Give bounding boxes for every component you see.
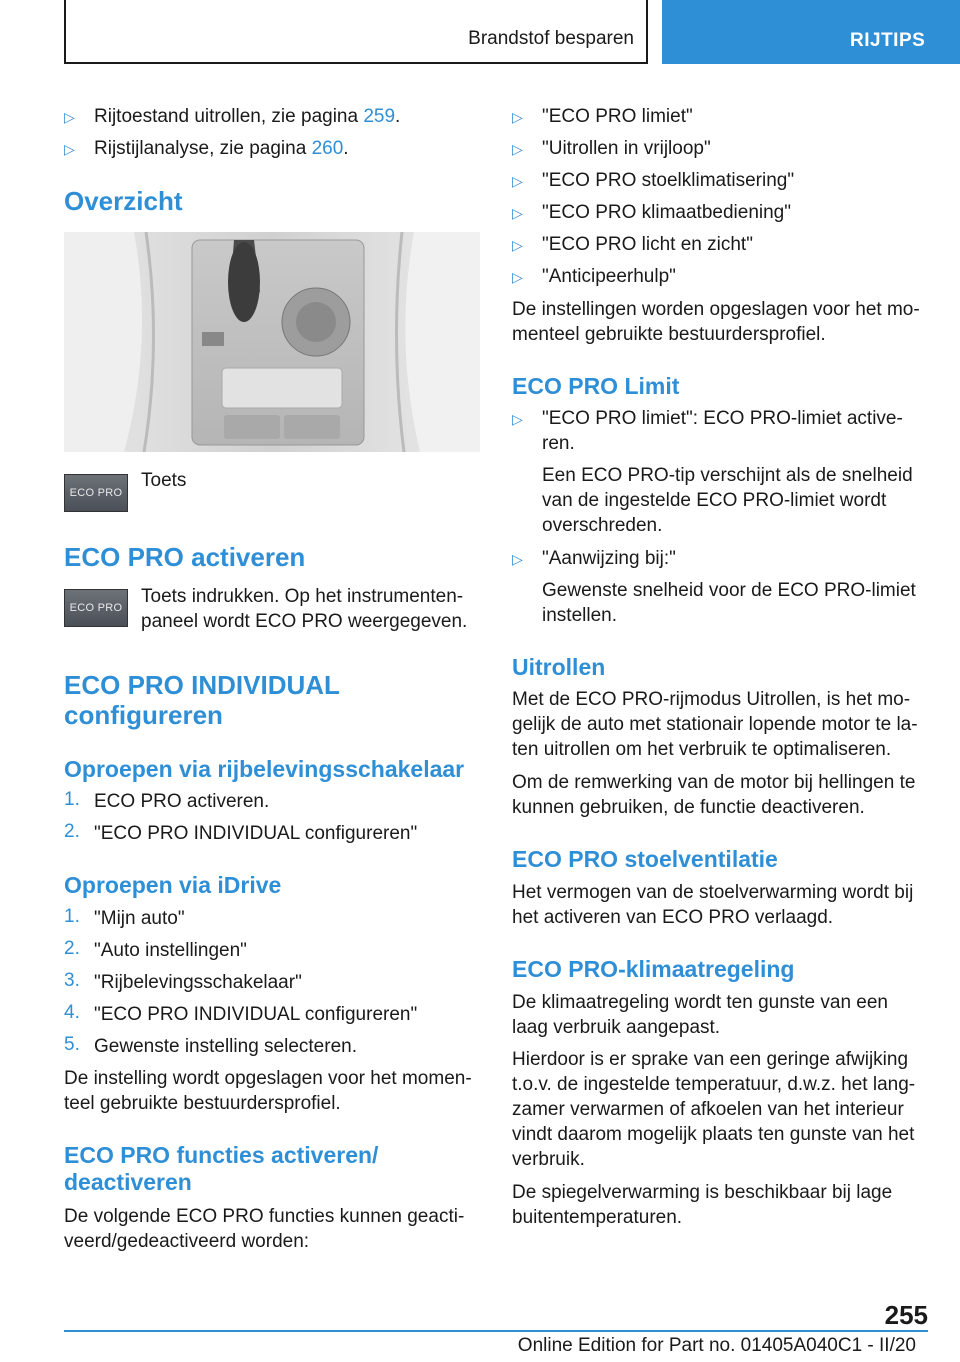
paragraph: het activeren van ECO PRO verlaagd. <box>512 907 834 928</box>
page-number: 255 <box>884 1300 928 1330</box>
triangle-bullet-icon: ▷ <box>64 141 75 157</box>
heading-functies-2: deactiveren <box>64 1169 192 1195</box>
paragraph: Met de ECO PRO-rijmodus Uitrollen, is het mo- <box>512 689 911 710</box>
footer-edition: Online Edition for Part no. 01405A040C1 - II/20 <box>517 1335 916 1356</box>
paragraph: De instelling wordt opgeslagen voor het momen- <box>64 1068 472 1089</box>
paragraph: laag verbruik aangepast. <box>512 1017 721 1038</box>
step-number: 2. <box>64 821 80 842</box>
paragraph: Hierdoor is er sprake van een geringe afwijking <box>512 1049 909 1070</box>
eco-pro-button-icon: ECO PRO <box>64 474 128 512</box>
paragraph: t.o.v. de ingestelde temperatuur, d.w.z. het lang- <box>512 1074 916 1095</box>
paragraph: teel gebruikte bestuurdersprofiel. <box>64 1093 341 1114</box>
step-number: 1. <box>64 789 80 810</box>
triangle-bullet-icon: ▷ <box>512 551 523 567</box>
paragraph: Een ECO PRO-tip verschijnt als de snelheid <box>542 465 913 486</box>
paragraph: De instellingen worden opgeslagen voor het mo- <box>512 299 920 320</box>
triangle-bullet-icon: ▷ <box>512 237 523 253</box>
chapter-title: RIJTIPS <box>850 30 926 51</box>
heading-idrive: Oproepen via iDrive <box>64 872 282 898</box>
paragraph: instellen. <box>542 605 617 626</box>
paragraph: buitentemperaturen. <box>512 1207 683 1228</box>
heading-limit: ECO PRO Limit <box>512 373 680 399</box>
paragraph: overschreden. <box>542 515 663 536</box>
paragraph: Om de remwerking van de motor bij hellingen te <box>512 772 916 793</box>
heading-overzicht: Overzicht <box>64 186 183 216</box>
footer-divider <box>64 1330 928 1332</box>
triangle-bullet-icon: ▷ <box>512 109 523 125</box>
heading-functies: ECO PRO functies activeren/ <box>64 1142 379 1168</box>
heading-klimaatregeling: ECO PRO-klimaatregeling <box>512 956 795 982</box>
heading-uitrollen: Uitrollen <box>512 654 606 680</box>
paragraph: verbruik. <box>512 1149 585 1170</box>
paragraph: ten uitrollen om het verbruik te optimaliseren. <box>512 739 892 760</box>
triangle-bullet-icon: ▷ <box>512 141 523 157</box>
triangle-bullet-icon: ▷ <box>512 205 523 221</box>
heading-individual: ECO PRO INDIVIDUAL <box>64 670 340 700</box>
paragraph: Het vermogen van de stoelverwarming wordt bij <box>512 882 914 903</box>
paragraph: De klimaatregeling wordt ten gunste van een <box>512 992 889 1013</box>
heading-rijbeleving: Oproepen via rijbelevingsschakelaar <box>64 756 465 782</box>
page-link[interactable]: 259 <box>363 106 396 127</box>
paragraph: veerd/gedeactiveerd worden: <box>64 1231 310 1252</box>
eco-pro-button-icon: ECO PRO <box>64 589 128 627</box>
triangle-bullet-icon: ▷ <box>64 109 75 125</box>
triangle-bullet-icon: ▷ <box>512 411 523 427</box>
section-title: Brandstof besparen <box>468 28 634 49</box>
paragraph: menteel gebruikte bestuurdersprofiel. <box>512 324 826 345</box>
paragraph: gelijk de auto met stationair lopende motor te la- <box>512 714 918 735</box>
header-section-box <box>64 0 648 64</box>
paragraph: De spiegelverwarming is beschikbaar bij lage <box>512 1182 893 1203</box>
paragraph: van de ingestelde ECO PRO-limiet wordt <box>542 490 887 511</box>
triangle-bullet-icon: ▷ <box>512 269 523 285</box>
paragraph: kunnen gebruiken, de functie deactiveren. <box>512 797 865 818</box>
heading-activeren: ECO PRO activeren <box>64 542 306 572</box>
paragraph: vindt daarom mogelijk plaats ten gunste van het <box>512 1124 915 1145</box>
paragraph: paneel wordt ECO PRO weergegeven. <box>141 611 468 632</box>
paragraph: Gewenste snelheid voor de ECO PRO-limiet <box>542 580 916 601</box>
paragraph: ren. <box>542 433 575 454</box>
paragraph: De volgende ECO PRO functies kunnen geacti- <box>64 1206 465 1227</box>
paragraph: zamer verwarmen of afkoelen van het interieur <box>512 1099 904 1120</box>
page-link[interactable]: 260 <box>311 138 344 159</box>
header-chapter-box <box>662 0 960 64</box>
center-console-photo <box>64 232 480 452</box>
paragraph: Toets indrukken. Op het instrumenten- <box>141 586 464 607</box>
heading-stoelventilatie: ECO PRO stoelventilatie <box>512 846 778 872</box>
heading-individual-2: configureren <box>64 700 223 730</box>
triangle-bullet-icon: ▷ <box>512 173 523 189</box>
toets-label: Toets <box>141 470 187 491</box>
